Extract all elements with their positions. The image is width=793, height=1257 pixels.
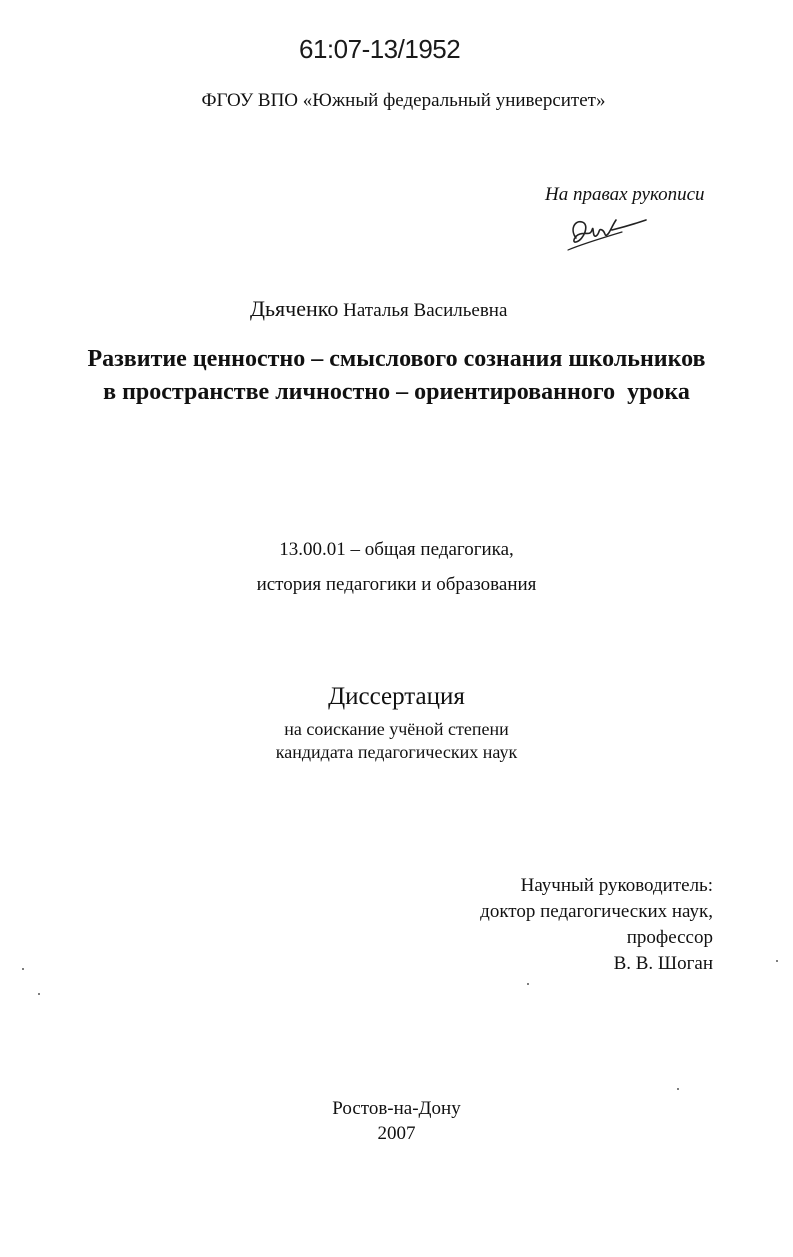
- specialty-block: [0, 532, 793, 602]
- degree-block: [0, 718, 793, 764]
- specialty-line-1: 13.00.01 – общая педагогика,: [279, 539, 514, 560]
- advisor-degree: доктор педагогических наук,: [480, 901, 713, 922]
- scan-speck: [677, 1088, 679, 1090]
- author-given-names: Наталья Васильевна: [343, 300, 508, 321]
- dissertation-title: [0, 343, 793, 409]
- author-name: [250, 296, 507, 322]
- title-line-2: в пространстве личностно – ориентированного урока: [103, 379, 690, 405]
- scan-speck: [776, 960, 778, 962]
- scan-speck: [527, 983, 529, 985]
- advisor-name: В. В. Шоган: [613, 953, 713, 974]
- year: 2007: [377, 1123, 416, 1144]
- title-line-1: Развитие ценностно – смыслового сознания школьников: [87, 346, 706, 372]
- scan-speck: [38, 993, 40, 995]
- degree-line-1: на соискание учёной степени: [284, 719, 509, 739]
- scan-speck: [22, 968, 24, 970]
- advisor-rank: профессор: [626, 927, 713, 948]
- degree-line-2: кандидата педагогических наук: [275, 742, 518, 762]
- signature-icon: [562, 208, 652, 254]
- author-surname: Дьяченко: [250, 296, 339, 321]
- work-type: Диссертация: [328, 683, 465, 710]
- archive-stamp-number: 61:07-13/1952: [299, 34, 461, 64]
- footer-block: [0, 1096, 793, 1146]
- city: Ростов-на-Дону: [332, 1098, 461, 1119]
- advisor-block: [480, 873, 713, 977]
- manuscript-note: На правах рукописи: [545, 184, 705, 205]
- institution-name: ФГОУ ВПО «Южный федеральный университет»: [201, 90, 606, 111]
- advisor-label: Научный руководитель:: [520, 875, 713, 896]
- specialty-line-2: история педагогики и образования: [256, 574, 537, 595]
